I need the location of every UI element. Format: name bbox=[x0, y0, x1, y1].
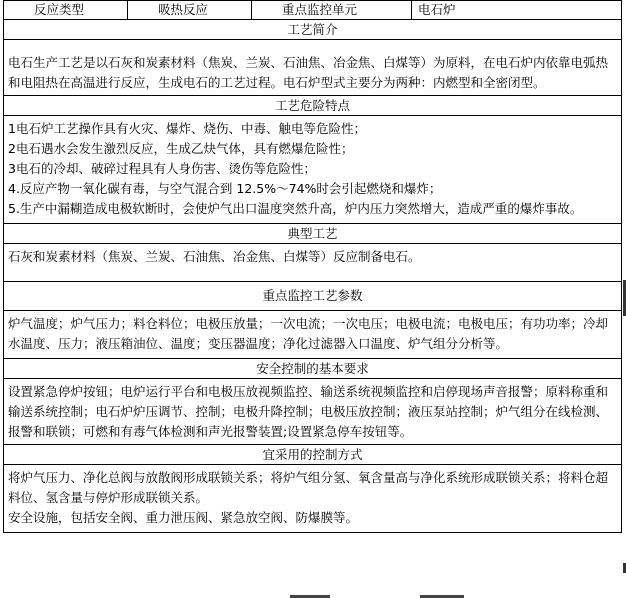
section-body-safety-requirements bbox=[4, 379, 622, 445]
section-title-safety-requirements: 安全控制的基本要求 bbox=[4, 359, 622, 379]
section-title-typical-process: 典型工艺 bbox=[4, 224, 622, 244]
header-row bbox=[4, 1, 622, 20]
body-line: 设置紧急停炉按钮；电炉运行平台和电极压放视频监控、输送系统视频监控和启停现场声音报警；原料称重和输送系统控制；电石炉炉压调节、控制；电极升降控制；电极压放控制；液压泵站控制；炉气组分在线检测、报警和联锁；可燃和有毒气体检测和声光报警装置;设置紧急停车按钮等。 bbox=[8, 384, 609, 439]
section-title-row bbox=[4, 359, 622, 379]
body-line: 4.反应产物一氧化碳有毒，与空气混合到 12.5%～74%时会引起燃烧和爆炸； bbox=[8, 181, 442, 196]
body-line: 电石生产工艺是以石灰和炭素材料（焦炭、兰炭、石油焦、冶金焦、白煤等）为原料，在电石炉内依靠电弧热和电阻热在高温进行反应，生成电石的工艺过程。电石炉型式主要分为两种：内燃型和全密闭型。 bbox=[8, 55, 609, 90]
section-title-hazards: 工艺危险特点 bbox=[4, 96, 622, 116]
section-title-process-intro: 工艺简介 bbox=[4, 20, 622, 40]
process-table bbox=[3, 0, 622, 533]
section-body-row bbox=[4, 116, 622, 224]
process-document bbox=[3, 0, 621, 533]
body-line: 1电石炉工艺操作具有火灾、爆炸、烧伤、中毒、触电等危险性； bbox=[8, 121, 366, 136]
body-line: 石灰和炭素材料（焦炭、兰炭、石油焦、冶金焦、白煤等）反应制备电石。 bbox=[8, 249, 421, 264]
section-title-row bbox=[4, 96, 622, 116]
section-body-row bbox=[4, 465, 622, 533]
section-title-row bbox=[4, 445, 622, 465]
section-body-row bbox=[4, 379, 622, 445]
section-title-control-methods: 宜采用的控制方式 bbox=[4, 445, 622, 465]
reaction-type-label: 反应类型 bbox=[4, 1, 128, 20]
body-line: 安全设施，包括安全阀、重力泄压阀、紧急放空阀、防爆膜等。 bbox=[8, 510, 359, 525]
section-body-typical-process bbox=[4, 244, 622, 282]
body-line: 将炉气压力、净化总阀与放散阀形成联锁关系；将炉气组分氢、氧含量高与净化系统形成联锁关系；将料仓超料位、氢含量与停炉形成联锁关系。 bbox=[8, 470, 609, 505]
section-body-row bbox=[4, 311, 622, 359]
reaction-type-value: 吸热反应 bbox=[128, 1, 252, 20]
section-body-key-parameters bbox=[4, 311, 622, 359]
section-body-process-intro bbox=[4, 40, 622, 96]
section-title-row bbox=[4, 20, 622, 40]
body-line: 炉气温度；炉气压力；料仓料位；电极压放量；一次电流；一次电压；电极电流；电极电压；有功功率；冷却水温度、压力；液压箱油位、温度；变压器温度；净化过滤器入口温度、炉气组分分析等。 bbox=[8, 316, 609, 351]
body-line: 3电石的冷却、破碎过程具有人身伤害、烫伤等危险性； bbox=[8, 161, 316, 176]
section-title-row bbox=[4, 282, 622, 311]
monitor-unit-value: 电石炉 bbox=[412, 1, 622, 20]
section-title-key-parameters: 重点监控工艺参数 bbox=[4, 282, 622, 311]
section-body-row bbox=[4, 40, 622, 96]
section-body-row bbox=[4, 244, 622, 282]
section-body-hazards bbox=[4, 116, 622, 224]
section-title-row bbox=[4, 224, 622, 244]
monitor-unit-label: 重点监控单元 bbox=[252, 1, 412, 20]
body-line: 5.生产中漏糊造成电极软断时，会使炉气出口温度突然升高，炉内压力突然增大，造成严重的爆炸事故。 bbox=[8, 201, 583, 216]
section-body-control-methods bbox=[4, 465, 622, 533]
body-line: 2电石遇水会发生激烈反应，生成乙炔气体，具有燃爆危险性； bbox=[8, 141, 354, 156]
